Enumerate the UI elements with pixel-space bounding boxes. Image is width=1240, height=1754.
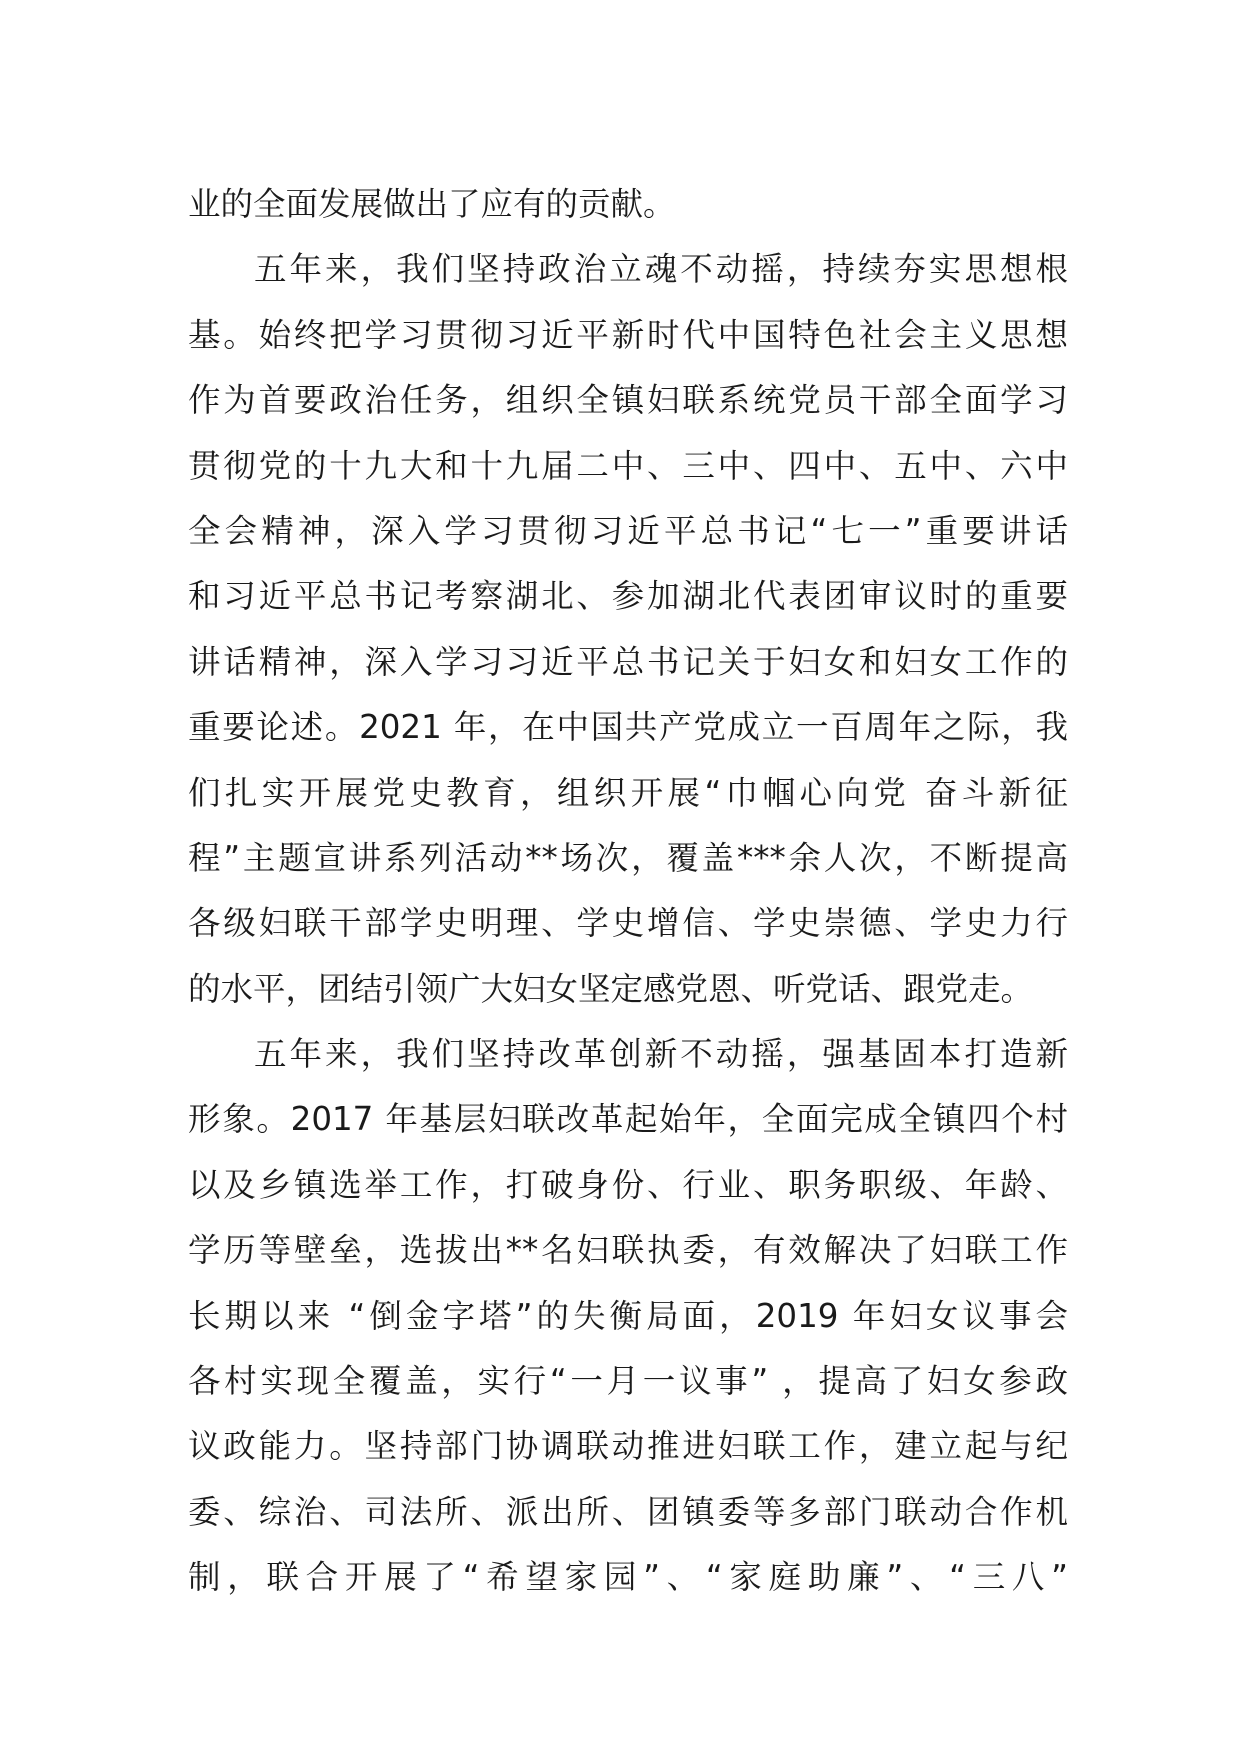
text-line: 们扎实开展党史教育，组织开展“巾帼心向党 奋斗新征 bbox=[188, 773, 1068, 812]
text-line: 各村实现全覆盖，实行“一月一议事” ，提高了妇女参政 bbox=[188, 1362, 1068, 1401]
text-line: 形象。2017 年基层妇联改革起始年，全面完成全镇四个村 bbox=[188, 1100, 1068, 1139]
paragraph-start-line: 五年来，我们坚持政治立魂不动摇，持续夯实思想根 bbox=[254, 250, 1068, 289]
text-line: 全会精神，深入学习贯彻习近平总书记“七一”重要讲话 bbox=[188, 511, 1068, 550]
text-line: 议政能力。坚持部门协调联动推进妇联工作，建立起与纪 bbox=[188, 1427, 1068, 1466]
text-line: 业的全面发展做出了应有的贡献。 bbox=[188, 185, 676, 223]
text-line: 基。始终把学习贯彻习近平新时代中国特色社会主义思想 bbox=[188, 315, 1068, 354]
text-line: 制，联合开展了“希望家园”、“家庭助廉”、“三八” bbox=[188, 1558, 1068, 1597]
text-line: 重要论述。2021 年，在中国共产党成立一百周年之际，我 bbox=[188, 708, 1068, 747]
text-line: 学历等壁垒，选拔出**名妇联执委，有效解决了妇联工作 bbox=[188, 1231, 1068, 1270]
text-line: 和习近平总书记考察湖北、参加湖北代表团审议时的重要 bbox=[188, 577, 1068, 616]
paragraph-start-line: 五年来，我们坚持改革创新不动摇，强基固本打造新 bbox=[254, 1035, 1068, 1074]
text-line: 讲话精神，深入学习习近平总书记关于妇女和妇女工作的 bbox=[188, 642, 1068, 681]
text-line: 的水平，团结引领广大妇女坚定感党恩、听党话、跟党走。 bbox=[188, 969, 1034, 1008]
text-line: 各级妇联干部学史明理、学史增信、学史崇德、学史力行 bbox=[188, 904, 1068, 943]
text-line: 委、综治、司法所、派出所、团镇委等多部门联动合作机 bbox=[188, 1492, 1068, 1531]
text-line: 长期以来 “倒金字塔”的失衡局面，2019 年妇女议事会 bbox=[188, 1296, 1068, 1335]
text-line: 贯彻党的十九大和十九届二中、三中、四中、五中、六中 bbox=[188, 446, 1068, 485]
text-line: 以及乡镇选举工作，打破身份、行业、职务职级、年龄、 bbox=[188, 1165, 1068, 1204]
text-line: 程”主题宣讲系列活动**场次，覆盖***余人次，不断提高 bbox=[188, 838, 1068, 877]
body-text bbox=[188, 172, 1068, 1611]
text-line: 作为首要政治任务，组织全镇妇联系统党员干部全面学习 bbox=[188, 381, 1068, 420]
